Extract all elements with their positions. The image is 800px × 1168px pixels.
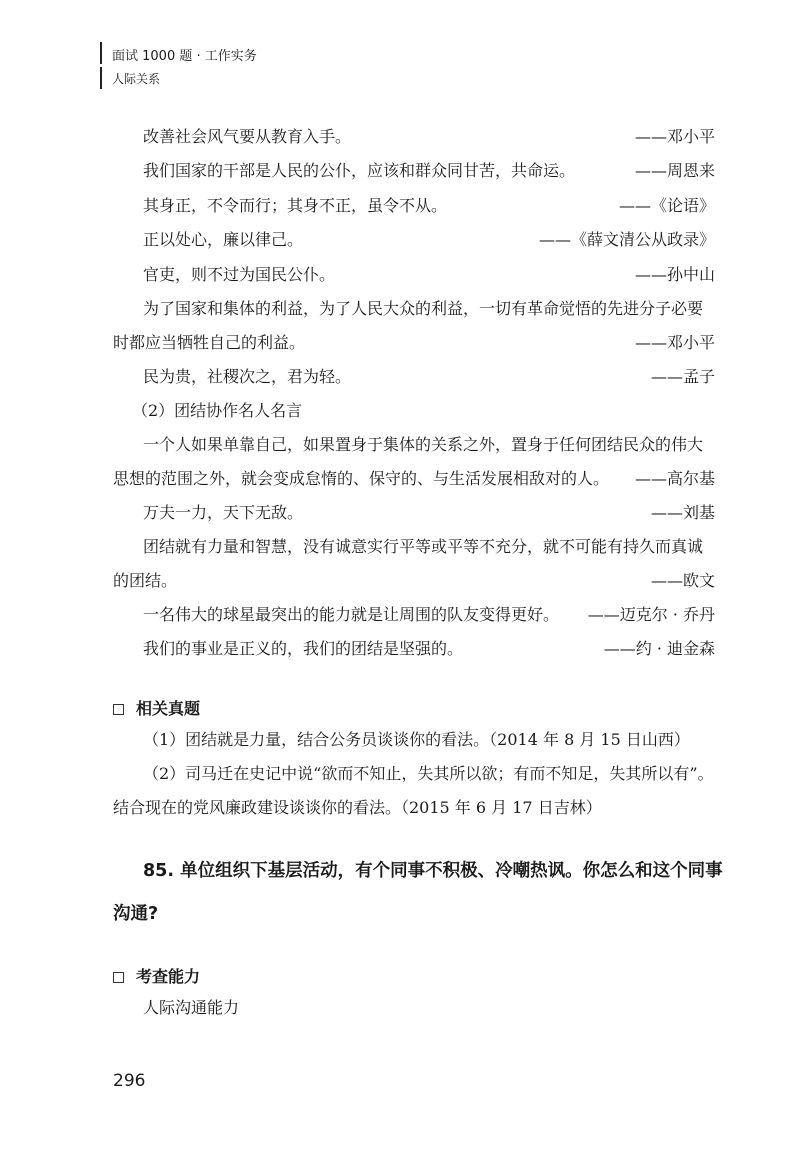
header-rule bbox=[100, 67, 102, 89]
related-question: 结合现在的党风廉政建设谈谈你的看法。（2015 年 6 月 17 日吉林） bbox=[113, 798, 602, 817]
quote-attribution: ——孟子 bbox=[650, 367, 715, 386]
related-heading-label: 相关真题 bbox=[136, 699, 201, 718]
book-title: 面试 1000 题 · 工作实务 bbox=[112, 49, 257, 64]
quote-attribution: ——邓小平 bbox=[634, 333, 715, 352]
quote-attribution: ——高尔基 bbox=[634, 469, 715, 488]
quote-attribution: ——孙中山 bbox=[634, 265, 715, 284]
question-title: 沟通? bbox=[113, 904, 159, 924]
section-heading: （2）团结协作名人名言 bbox=[132, 401, 303, 420]
chapter-title: 人际关系 bbox=[112, 72, 161, 86]
quote-text: 其身正，不令而行；其身不正，虽令不从。 bbox=[143, 196, 448, 215]
quote-text: 改善社会风气要从教育入手。 bbox=[143, 127, 352, 146]
quote-attribution: ——刘基 bbox=[650, 503, 715, 522]
related-question: （1）团结就是力量，结合公务员谈谈你的看法。（2014 年 8 月 15 日山西） bbox=[143, 730, 690, 749]
quote-attribution: ——《论语》 bbox=[618, 196, 715, 215]
quote-attribution: ——迈克尔 · 乔丹 bbox=[587, 605, 715, 624]
checkbox-icon bbox=[113, 972, 124, 983]
related-questions-heading bbox=[113, 696, 200, 719]
question-title: 85. 单位组织下基层活动，有个同事不积极、冷嘲热讽。你怎么和这个同事 bbox=[143, 861, 723, 881]
quote-attribution: ——周恩来 bbox=[634, 161, 715, 180]
checkbox-icon bbox=[113, 704, 124, 715]
quote-attribution: ——欧文 bbox=[650, 571, 715, 590]
quote-text: 官吏，则不过为国民公仆。 bbox=[143, 265, 336, 284]
quote-text: 一名伟大的球星最突出的能力就是让周围的队友变得更好。 bbox=[143, 605, 560, 624]
ability-value: 人际沟通能力 bbox=[143, 998, 240, 1017]
quote-text: 的团结。 bbox=[113, 571, 178, 590]
quote-text: 时都应当牺牲自己的利益。 bbox=[113, 333, 306, 352]
quote-text: 我们的事业是正义的，我们的团结是坚强的。 bbox=[143, 639, 464, 658]
quote-text: 思想的范围之外，就会变成怠惰的、保守的、与生活发展相敌对的人。 bbox=[113, 469, 610, 488]
quote-attribution: ——《薛文清公从政录》 bbox=[538, 230, 715, 249]
ability-heading bbox=[113, 964, 200, 987]
ability-heading-label: 考查能力 bbox=[136, 967, 201, 986]
quote-text: 为了国家和集体的利益，为了人民大众的利益，一切有革命觉悟的先进分子必要 bbox=[143, 299, 704, 318]
related-question: （2）司马迁在史记中说“欲而不知止，失其所以欲；有而不知足，失其所以有”。 bbox=[143, 764, 714, 783]
quote-text: 我们国家的干部是人民的公仆，应该和群众同甘苦，共命运。 bbox=[143, 161, 576, 180]
quote-text: 万夫一力，天下无敌。 bbox=[143, 503, 304, 522]
quote-text: 民为贵，社稷次之，君为轻。 bbox=[143, 367, 352, 386]
quote-attribution: ——邓小平 bbox=[634, 127, 715, 146]
quote-text: 一个人如果单靠自己，如果置身于集体的关系之外，置身于任何团结民众的伟大 bbox=[143, 435, 704, 454]
header-rule bbox=[100, 42, 102, 64]
quote-text: 正以处心，廉以律己。 bbox=[143, 230, 304, 249]
page-number: 296 bbox=[113, 1071, 146, 1091]
quote-text: 团结就有力量和智慧，没有诚意实行平等或平等不充分，就不可能有持久而真诚 bbox=[143, 537, 704, 556]
quote-attribution: ——约 · 迪金森 bbox=[603, 639, 715, 658]
